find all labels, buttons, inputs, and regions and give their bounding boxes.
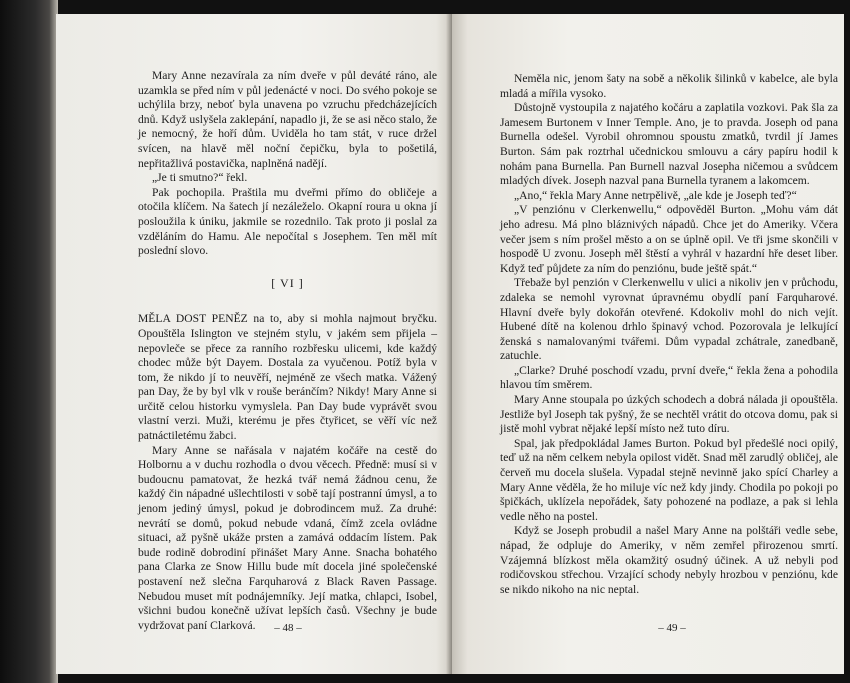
left-page-text [138, 69, 437, 633]
paragraph: Třebaže byl penzión v Clerkenwellu v ulici a nikoliv jen v průchodu, zdaleka se nemohl vyrovnat úpravnému obydlí paní Farquharové. Hlavní dveře byly dokořán otevřené. Kdokoliv mohl do nich vejít. Hubené dítě na kolenou drhlo špinavý vchod. Pozorovala je lelkující ženská s namalovanými tvářemi. Dům vypadal zchátrale, zanedbaně, zatuchle. [500, 276, 838, 363]
chapter-opening-paragraph: MĚLA DOST PENĚZ na to, aby si mohla najmout bryčku. Opouštěla Islington ve stejném stylu, v jakém sem přijela – nepovleče se přece za ranního rozbřesku ulicemi, kde každý chodec může být Dayem. Dostala za vyučenou. Potíž byla v tom, že nikdo jí to neuvěří, nejméně ze všech matka. Vážený pan Day, že by byl vlk v rouše beránčím? Nikdy! Mary Anne si určitě celou historku vymyslela. Pan Day bude vyprávět svou vlastní verzi. Muži, kterému je přes čtyřicet, se věří víc než patnáctiletému žabci. [138, 312, 437, 443]
page-number: – 48 – [274, 622, 302, 634]
paragraph: Mary Anne nezavírala za ním dveře v půl deváté ráno, ale uzamkla se před ním v půl jedenácté v noci. Do svého pokoje se uchýlila brzy, neboť byla unavena po vzruchu předcházejících dnů. Když uslyšela zaklepání, napadlo ji, že se asi něco stalo, že je nemocný, že hoří dům. Uviděla ho tam stát, v ruce držel svícen, na hlavě měl noční čepičku, byla to pošetilá, nepřitažlivá postavička, naplněná nadějí. [138, 69, 437, 170]
right-page-text [500, 72, 838, 597]
right-page [452, 14, 844, 674]
paragraph: Když se Joseph probudil a našel Mary Anne na polštáři vedle sebe, nápad, že odpluje do Ameriky, v něm zemřel přirozenou smrtí. Vzájemná blízkost měla okamžitý osudný účinek. A už nebyli pod rodičovskou střechou. Vrzající schody nebyly hrozbou v penziónu, kde se nikdo nikoho na nic neptal. [500, 524, 838, 596]
paragraph: „Je ti smutno?“ řekl. [152, 171, 248, 185]
left-page [56, 14, 452, 674]
paragraph: Mary Anne se nařásala v najatém kočáře na cestě do Holbornu a v duchu rozhodla o dvou věcech. Předně: musí si v budoucnu pamatovat, že hezká tvář nemá žádnou cenu, že každý čin nápadné ušlechtilosti v sobě tají postranní úmysl, a to jenom jediný úmysl, pokud je dobrodincem muž. Za druhé: nevrátí se domů, pokud nebude vdaná, čímž zcela ovládne situaci, až pyšně ukáže prsten a zamává oddacím lístem. Pak bude rodině dobrodiní přinášet Mary Anne. Snacha bohatého pana Clarka ze Snow Hillu bude mít docela jiné společenské postavení než slečna Farquharová z Black Raven Passage. Nebudou muset mít podnájemníky. Její matka, chlapci, Isobel, všichni budou konečně užívat lepších časů. Všechny je bude vydržovat paní Clarková. [138, 443, 437, 632]
paragraph: Pak pochopila. Praštila mu dveřmi přímo do obličeje a otočila klíčem. Na šatech jí nezáleželo. Okapní roura u okna jí posloužila k úniku, jakmile se rozednilo. Tak proto ji poslal za vzděláním do Hamu. Ale nepočítal s Josephem. Ten měl mít poslední slovo. [138, 185, 437, 258]
paragraph: „Ano,“ řekla Mary Anne netrpělivě, „ale kde je Joseph teď?“ [514, 188, 797, 202]
paragraph: Mary Anne stoupala po úzkých schodech a dobrá nálada ji opouštěla. Jestliže byl Joseph tak pyšný, že se nechtěl vrátit do otcova domu, pak si jistě mohl vybrat nějaké lepší místo než tuto díru. [500, 393, 838, 436]
paragraph: Důstojně vystoupila z najatého kočáru a zaplatila vozkovi. Pak šla za Jamesem Burtonem v Inner Temple. Ano, je to pravda. Joseph od pana Burnella odešel. Vyrobil ohromnou spoustu zmatků, tvrdil jí James Burton. Sám pak roztrhal učednickou smlouvu a cáry papíru hodil k nohám pana Burnella. Pan Burnell nazval Josepha ničemou a svůdcem mladých dívek. Joseph nazval pana Burnella tyranem a lakomcem. [500, 101, 838, 188]
paragraph: Neměla nic, jenom šaty na sobě a několik šilinků v kabelce, ale byla mladá a mířila vysoko. [500, 72, 838, 100]
paragraph: „V penziónu v Clerkenwellu,“ odpověděl Burton. „Mohu vám dát jeho adresu. Má plno bláznivých nápadů. Chce jet do Ameriky. Včera večer jsem s ním prošel město a on se úplně opil. Ve tři jsme skončili v hospodě U zvonu. Joseph měl štěstí a vyhrál v hazardní hře deset liber. Když teď půjdete za ním do penziónu, bude ještě spát.“ [500, 203, 838, 275]
book-cover-edge [0, 0, 58, 683]
paragraph: Spal, jak předpokládal James Burton. Pokud byl předešlé noci opilý, teď už na něm celkem nebyla opilost vidět. Snad měl zarudlý obličej, ale červeň mu docela slušela. Vypadal stejně nevinně jako spící Charley a Mary Anne věděla, že ho miluje víc než kdy jindy. Chodila po pokoji po špičkách, uklízela nepořádek, šaty pohozené na podlaze, a pak si lehla vedle něho na postel. [500, 436, 838, 523]
chapter-heading: [ VI ] [271, 275, 304, 290]
page-number: – 49 – [658, 622, 686, 634]
paragraph: „Clarke? Druhé poschodí vzadu, první dveře,“ řekla žena a pohodila hlavou tím směrem. [500, 363, 838, 392]
